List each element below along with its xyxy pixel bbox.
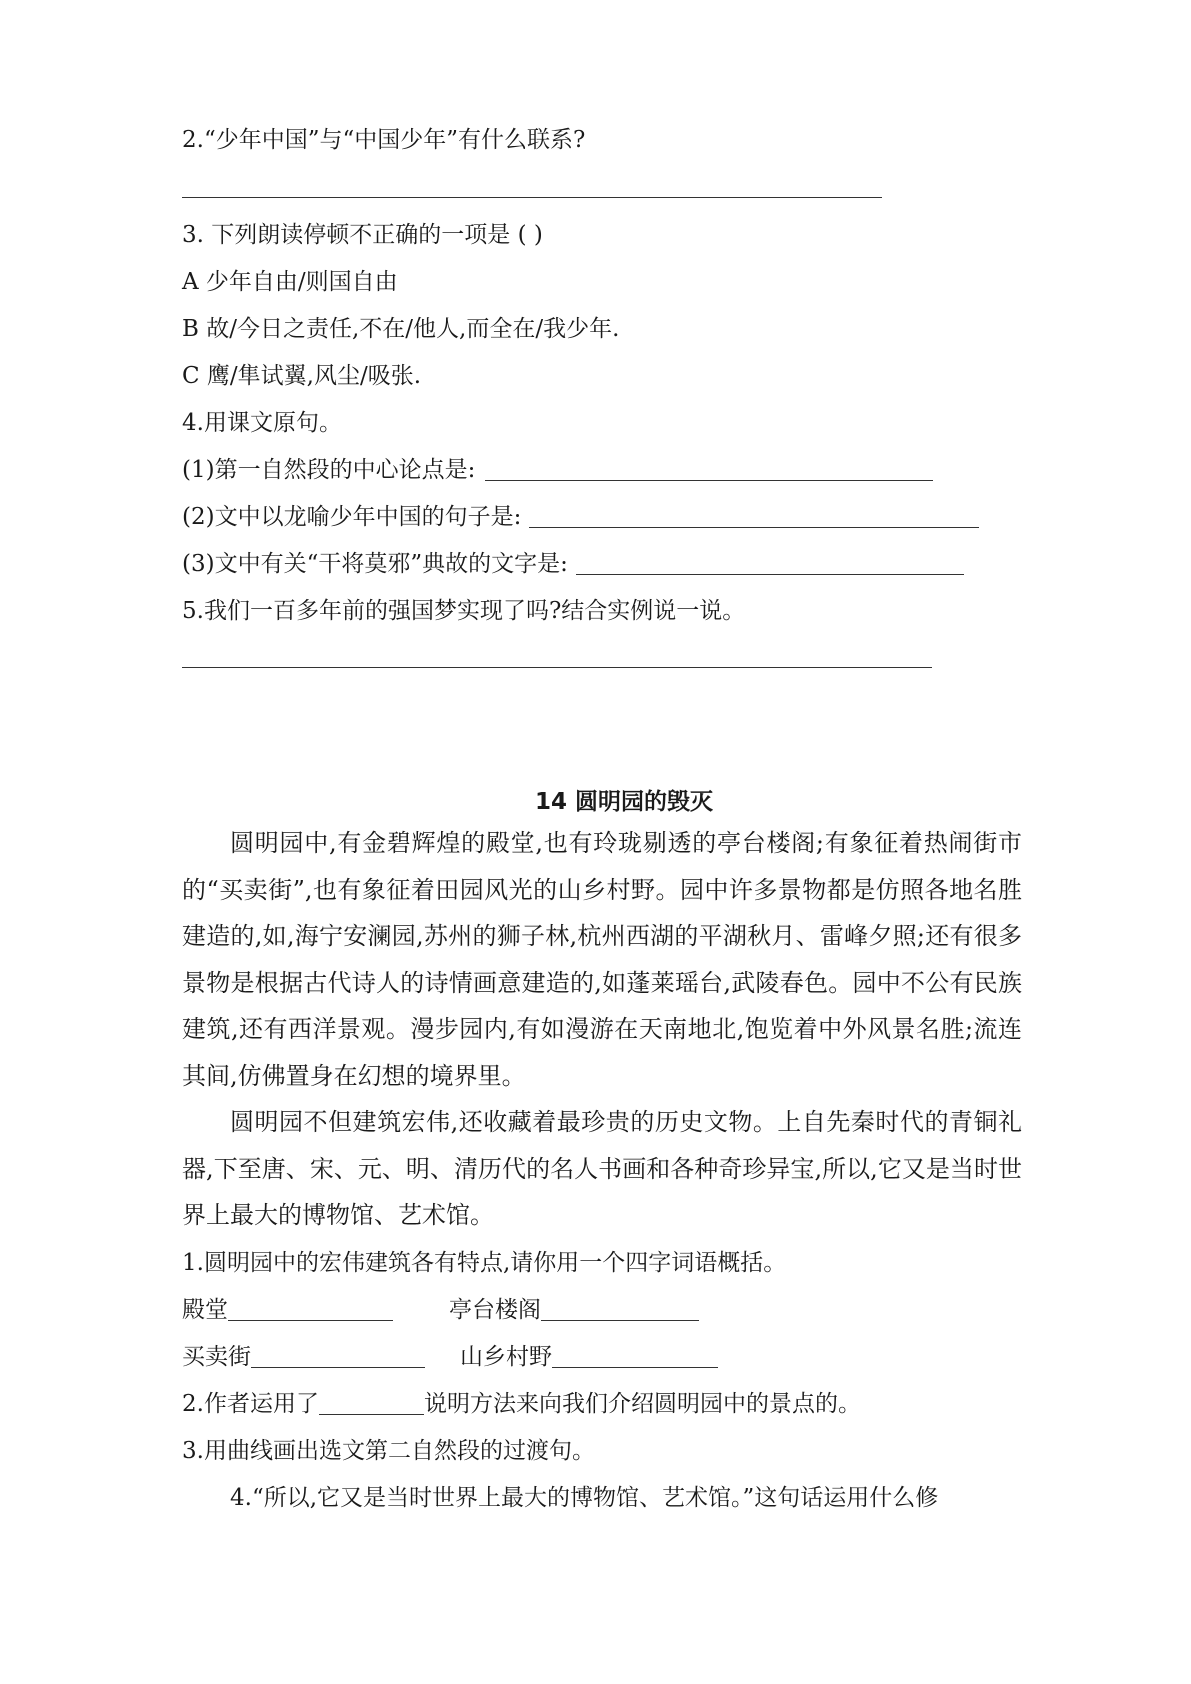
passage-paragraph-1: 圆明园中,有金碧辉煌的殿堂,也有玲珑剔透的亭台楼阁;有象征着热闹街市的“买卖街”,也有象征着田园风光的山乡村野。园中许多景物都是仿照各地名胜建造的,如,海宁安澜园,苏州的狮子林,杭州西湖的平湖秋月、雷峰夕照;还有很多景物是根据古代诗人的诗情画意建造的,如蓬莱瑶台,武陵春色。园中不公有民族建筑,还有西洋景观。漫步园内,有如漫游在天南地北,饱览着中外风景名胜;流连其间,仿佛置身在幻想的境界里。: [182, 829, 1022, 1090]
question-4-3: [182, 548, 964, 580]
tingtai-row: [449, 1294, 699, 1326]
label-diantang: 殿堂: [182, 1297, 228, 1323]
question-4-1: [182, 454, 933, 486]
s2-question-2-post: 说明方法来向我们介绍圆明园中的景点的。: [423, 1391, 861, 1417]
answer-line-q5: [182, 667, 932, 668]
maimai-row: [182, 1341, 425, 1373]
option-a: A 少年自由/则国自由: [182, 269, 398, 295]
answer-blank-q2[interactable]: [319, 1392, 424, 1415]
s2-question-2-pre: 2.作者运用了: [182, 1391, 319, 1417]
label-shanxiang: 山乡村野: [460, 1344, 552, 1370]
question-2: 2.“少年中国”与“中国少年”有什么联系?: [182, 127, 586, 153]
question-3: 3. 下列朗读停顿不正确的一项是 ( ): [182, 222, 543, 248]
s2-question-1: 1.圆明园中的宏伟建筑各有特点,请你用一个四字词语概括。: [182, 1250, 787, 1276]
answer-blank-diantang[interactable]: [228, 1298, 393, 1321]
label-maimai: 买卖街: [182, 1344, 251, 1370]
question-4-2: [182, 501, 979, 533]
lesson-title: 14 圆明园的毁灭: [535, 789, 714, 815]
answer-blank-tingtai[interactable]: [541, 1298, 699, 1321]
answer-blank-4-1[interactable]: [485, 458, 933, 481]
answer-blank-4-3[interactable]: [576, 552, 964, 575]
question-4-3-text: (3)文中有关“干将莫邪”典故的文字是:: [182, 551, 568, 577]
diantang-row: [182, 1294, 393, 1326]
s2-question-4: 4.“所以,它又是当时世界上最大的博物馆、艺术馆。”这句话运用什么修: [230, 1485, 939, 1511]
question-4: 4.用课文原句。: [182, 410, 342, 436]
option-c: C 鹰/隼试翼,风尘/吸张.: [182, 363, 422, 389]
answer-line-q2: [182, 197, 882, 198]
passage-paragraph-2: 圆明园不但建筑宏伟,还收藏着最珍贵的历史文物。上自先秦时代的青铜礼器,下至唐、宋、元、明、清历代的名人书画和各种奇珍异宝,所以,它又是当时世界上最大的博物馆、艺术馆。: [182, 1108, 1022, 1229]
s2-question-3: 3.用曲线画出选文第二自然段的过渡句。: [182, 1438, 595, 1464]
label-tingtai: 亭台楼阁: [449, 1297, 541, 1323]
question-4-1-text: (1)第一自然段的中心论点是:: [182, 457, 476, 483]
answer-blank-shanxiang[interactable]: [552, 1345, 718, 1368]
answer-blank-maimai[interactable]: [251, 1345, 425, 1368]
question-5: 5.我们一百多年前的强国梦实现了吗?结合实例说一说。: [182, 598, 746, 624]
s2-question-2: [182, 1388, 861, 1420]
shanxiang-row: [460, 1341, 718, 1373]
answer-blank-4-2[interactable]: [529, 505, 979, 528]
question-4-2-text: (2)文中以龙喻少年中国的句子是:: [182, 504, 522, 530]
option-b: B 故/今日之责任,不在/他人,而全在/我少年.: [182, 316, 620, 342]
